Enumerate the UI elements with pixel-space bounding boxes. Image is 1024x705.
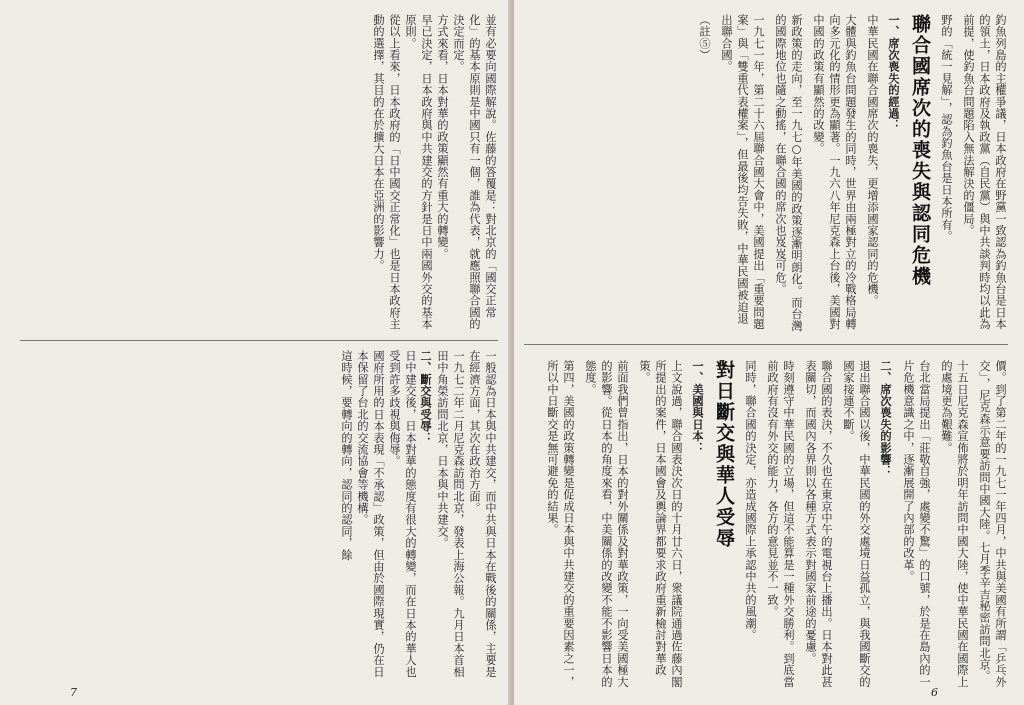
section-heading: 二、斷交與受辱：: [419, 350, 433, 444]
paragraph: 從以上看來，日本政府的「日中國交正常化」也是日本政府主動的選擇，其目的在於擴大日本在亞洲的影響力。: [372, 14, 401, 330]
paragraph: 時刻遵守中華民國的立場，但這不能算是一種外交勝利。到底當前政府有沒有外交的能力，各方的意見並不一致。: [766, 360, 795, 688]
paragraph: 日中建交後，日本對華的態度有很大的轉變，而在日本的華人也受到許多歧視與侮辱。: [388, 350, 417, 678]
paragraph: 台北當局提出「莊敬自強，處變不驚」的口號，於是在島內的一片危機意識之中，逐漸展開了內部的改革。: [902, 360, 931, 688]
paragraph: 釣魚列島的主權爭議，日本政府在野黨一致認為釣魚台是日本的領土，日本政府及執政黨（自民黨）與中共談判時均以此為前提，使釣魚台問題陷入無法解決的僵局。: [962, 14, 1007, 330]
paragraph: 野的「統一見解」，認為釣魚台是日本所有。: [940, 14, 953, 243]
paragraph: 一九七一年，第二十六屆聯合國大會中，美國提出「重要問題案」與「雙重代表權案」，但最後均告失敗，中華民國被迫退出聯合國。: [720, 14, 765, 330]
right-page: [514, 0, 1024, 705]
section-heading: 一、席次喪失的經過：: [887, 14, 901, 131]
left-page-lower-text: [338, 350, 498, 680]
paragraph: 十五日尼克森宣佈將於明年訪問中國大陸，使中華民國在國際上的處境更為艱難。: [940, 360, 969, 688]
paragraph: 聯合國的表決，不久也在東京中午的電視台上播出。日本對此甚表關切，而國內各界則以各種方式表示對國家前途的憂慮。: [804, 360, 833, 688]
section-heading: 一、美國與日本：: [691, 360, 705, 454]
paragraph: 中華民國在聯合國席次的喪失，更增添國家認同的危機。: [866, 14, 879, 307]
paragraph: 大體與釣魚台問題發生的同時，世界由兩極對立的冷戰格局轉向多元化的情形更為顯著。一九六八年尼克森上台後，美國對中國的政策有顯然的改變。: [812, 14, 857, 330]
page-number-left: 7: [70, 686, 77, 699]
paragraph: 方式來看，日本對華的政策顯然有重大的轉變。: [436, 14, 449, 260]
paragraph: 新政策的走向，至一九七○年美國的政策逐漸明朗化。而台灣的國際地位也隨之動搖，在聯合國的席次也岌岌可危。: [774, 14, 803, 332]
section-divider: [524, 344, 1008, 345]
paragraph: 上文說過，聯合國表決次日的十月廿六日，衆議院通過佐藤內閣所提出的案件，日本國會及輿論界都要求政府重新檢討對華政策。: [638, 360, 683, 688]
footnote-ref: （註⑤）: [698, 14, 711, 61]
paragraph: 第四，美國的政策轉變是促成日本與中共建交的重要因素之一，所以中日斷交是無可避免的結果。: [546, 360, 575, 688]
paragraph: 同時，聯合國的決定，亦造成國際上承認中共的風潮。: [744, 360, 757, 641]
page-number-right: 6: [931, 686, 938, 699]
section-heading: 二、席次喪失的影響：: [879, 360, 893, 477]
paragraph: 早已決定，日本政府與中共建交的方針是日中兩國外交的基本原則。: [404, 14, 433, 330]
article-title-japan: 對日斷交與華人受辱: [713, 360, 735, 549]
paragraph: 一般認為日本與中共建交，而中共與日本在戰後的關係，主要是在經濟方面，其次在政治方面。: [468, 350, 497, 678]
article-title-un-seat: 聯合國席次的喪失與認同危機: [909, 14, 931, 287]
paragraph: 退出聯合國以後，中華民國的外交處境日益孤立，與我國斷交的國家接連不斷。: [842, 360, 871, 688]
paragraph: 一九七二年二月尼克森訪問北京，發表上海公報。九月日本首相田中角榮訪問北京，日本與中共建交。: [436, 350, 465, 678]
paragraph: 並有必要向國際解說。佐藤的答覆是：對北京的「國交正常化」的基本原則是中國只有一個，誰為代表，就應照聯合國的決定而定。: [452, 14, 497, 330]
section-divider: [20, 340, 498, 341]
right-page-upper-text: [696, 14, 1008, 334]
right-page-lower-text: [544, 360, 1008, 690]
paragraph: 國府所用的日本表現「不承認」政策，但由於國際現實，仍在日本保留了台北的交流協會等機構。: [356, 350, 385, 678]
paragraph: 這時候，要轉向的轉向，認同的認同，餘: [340, 350, 353, 561]
left-page-upper-text: [370, 14, 498, 334]
paragraph: 價。到了第二年的一九七一年四月，中共與美國有所謂「乒乓外交」，尼克森示意要訪問中國大陸。七月季辛吉秘密訪問北京。: [978, 360, 1007, 688]
paragraph: 前面我們曾指出，日本的對外關係及對華政策，一向受美國極大的影響。從日本的角度來看，中美關係的改變不能不影響日本的態度。: [584, 360, 629, 688]
